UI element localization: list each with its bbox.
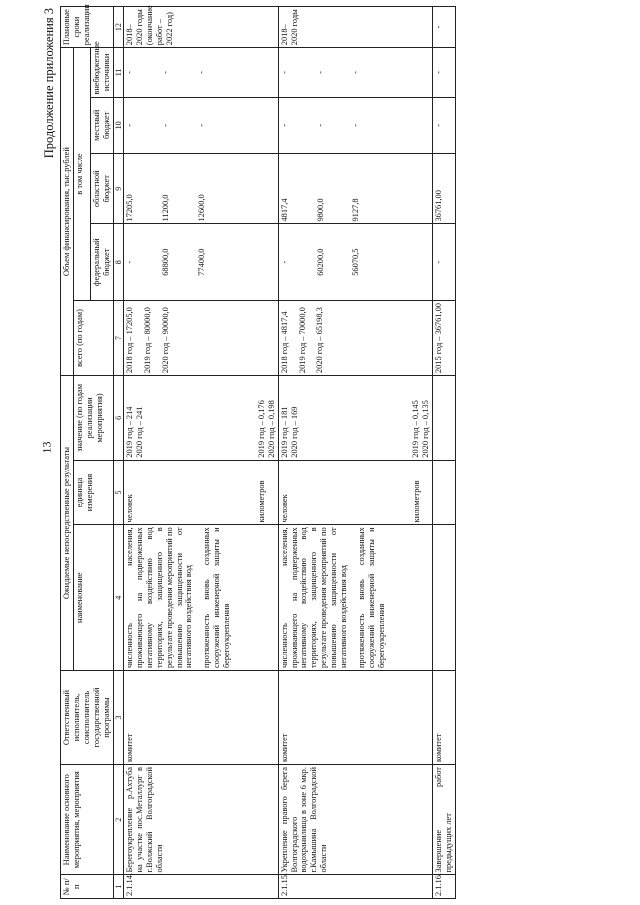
regional-value: 12600,0 [196, 194, 206, 222]
col-header-local: местный бюджет [90, 97, 113, 153]
federal-cell [123, 224, 278, 300]
table-row [123, 7, 278, 899]
value-cell [123, 376, 278, 461]
col-number: 8 [113, 224, 123, 300]
col-header-incl: в том числе [73, 48, 90, 301]
terms: 2018–2020 годы (окончание работ – 2022 год) [123, 7, 278, 48]
page-number: 13 [39, 441, 54, 454]
total-value: 2019 год – 70000,0 [297, 307, 307, 374]
result-unit: километров [256, 480, 266, 523]
offbudget-cell [278, 48, 433, 97]
result-value: 2020 год – 0,135 [421, 400, 431, 458]
local-cell [278, 97, 433, 153]
col-number: 9 [113, 154, 123, 225]
regional-cell [278, 154, 433, 225]
col-number: 1 [113, 875, 123, 899]
offbudget-value: - [279, 71, 289, 74]
federal-cell [278, 224, 433, 300]
measure-name: Берегоукрепление р.Ахтуба на участке пос.Металлург в г.Волжский Волгоградской области [123, 765, 278, 875]
col-header-executor: Ответственный исполнитель, соисполнитель государственной программы [61, 671, 114, 765]
unit-cell [123, 460, 278, 525]
federal-value: 68800,0 [160, 248, 170, 276]
col-header-results: Ожидаемые непосредственные результаты [61, 376, 74, 671]
executor: комитет [278, 671, 433, 765]
regional-value: 17205,0 [124, 194, 134, 222]
result-name-cell [278, 525, 433, 671]
result-name: протяженность вновь созданных сооружений инженерной защиты и берегоукрепления [356, 527, 386, 669]
result-unit: человек [279, 494, 289, 523]
result-name: численность населения, проживающего на подверженных негативному воздействию вод территориях, защищенного в результате проведения мероприятий по повышению защищенности от негативного воздействия вод [124, 527, 194, 669]
terms: 2018–2020 годы [278, 7, 433, 48]
col-header-federal: федеральный бюджет [90, 224, 113, 300]
regional-value: 11200,0 [160, 194, 170, 222]
result-unit: человек [124, 494, 134, 523]
result-name: численность населения, проживающего на подверженных негативному воздействию вод территориях, защищенного в результате проведения мероприятий по повышению защищенности от негативного воздействия вод [279, 527, 349, 669]
result-name-cell [123, 525, 278, 671]
value-cell [278, 376, 433, 461]
col-header-no: № п/п [61, 875, 114, 899]
col-header-result-name: наименование [73, 525, 113, 671]
offbudget-value: - [433, 48, 456, 97]
offbudget-value: - [351, 71, 361, 74]
result-value: 2019 год – 214 [124, 406, 134, 458]
col-header-regional: областной бюджет [90, 154, 113, 225]
col-number: 11 [113, 48, 123, 97]
col-header-total: всего (по годам) [73, 300, 113, 375]
offbudget-value: - [160, 71, 170, 74]
table-row [433, 7, 456, 899]
federal-value: 56070,5 [351, 248, 361, 276]
unit-cell [278, 460, 433, 525]
col-header-value: значение (по годам реализации мероприятия) [73, 376, 113, 461]
offbudget-value: - [124, 71, 134, 74]
col-number: 7 [113, 300, 123, 375]
local-cell [123, 97, 278, 153]
result-value: 2019 год – 0,176 [256, 400, 266, 458]
col-number: 5 [113, 460, 123, 525]
result-name: протяженность вновь созданных сооружений инженерной защиты и берегоукрепления [202, 527, 232, 669]
col-number: 2 [113, 765, 123, 875]
result-value: 2020 год – 169 [289, 406, 299, 458]
total-value: 2020 год – 90000,0 [160, 307, 170, 374]
regional-cell [123, 154, 278, 225]
row-number: 2.1.15. [278, 875, 433, 899]
total-value: 2020 год – 65198,3 [315, 307, 325, 374]
page-title: Продолжение приложения 3 [42, 8, 56, 159]
federal-value: 77400,0 [196, 248, 206, 276]
offbudget-value: - [315, 71, 325, 74]
col-header-financing: Объем финансирования, тыс.рублей [61, 48, 74, 376]
federal-value: 60200,0 [315, 248, 325, 276]
col-header-terms: Плановые сроки реализации [61, 7, 114, 48]
row-number: 2.1.16. [433, 875, 456, 899]
local-value: - [433, 97, 456, 153]
result-value: 2020 год – 241 [134, 406, 144, 458]
local-value: - [279, 123, 289, 127]
rotated-page [40, 0, 640, 905]
regional-value: 36761,00 [433, 154, 456, 225]
total-value: 2018 год – 4817,4 [279, 311, 289, 374]
measure-name: Укрепление правого берега Волгоградского водохранилища в зоне 6 мкр. г.Камышина Волгоградской области [278, 765, 433, 875]
col-number: 6 [113, 376, 123, 461]
total-cell [123, 300, 278, 375]
offbudget-cell [123, 48, 278, 97]
local-value: - [160, 123, 170, 127]
col-number: 4 [113, 525, 123, 671]
total-value: 2019 год – 80000,0 [142, 307, 152, 374]
federal-value: - [279, 260, 289, 264]
col-number: 12 [113, 7, 123, 48]
measure-name: Завершение работ предыдущих лет [433, 765, 456, 875]
measures-table [60, 6, 456, 899]
local-value: - [315, 123, 325, 127]
result-value: 2019 год – 181 [279, 406, 289, 458]
federal-value: - [433, 224, 456, 300]
result-value: 2019 год – 0,145 [411, 400, 421, 458]
terms: - [433, 7, 456, 48]
federal-value: - [124, 260, 134, 264]
col-header-unit: единица измерения [73, 460, 113, 525]
result-value: 2020 год – 0,198 [266, 400, 276, 458]
table-row [278, 7, 433, 899]
regional-value: 9127,8 [351, 198, 361, 222]
local-value: - [124, 123, 134, 127]
executor: комитет [433, 671, 456, 765]
total-cell [278, 300, 433, 375]
regional-value: 4817,4 [279, 198, 289, 222]
executor: комитет [123, 671, 278, 765]
local-value: - [196, 123, 206, 127]
regional-value: 9800,0 [315, 198, 325, 222]
row-number: 2.1.14. [123, 875, 278, 899]
col-number: 10 [113, 97, 123, 153]
total-value: 2015 год – 36761,00 [433, 300, 456, 375]
col-header-offbudget: внебюджетные источники [90, 48, 113, 97]
col-header-name: Наименование основного мероприятия, мероприятия [61, 765, 114, 875]
local-value: - [351, 123, 361, 127]
total-value: 2018 год – 17205,0 [124, 307, 134, 374]
result-unit: километров [411, 480, 421, 523]
col-number: 3 [113, 671, 123, 765]
offbudget-value: - [196, 71, 206, 74]
